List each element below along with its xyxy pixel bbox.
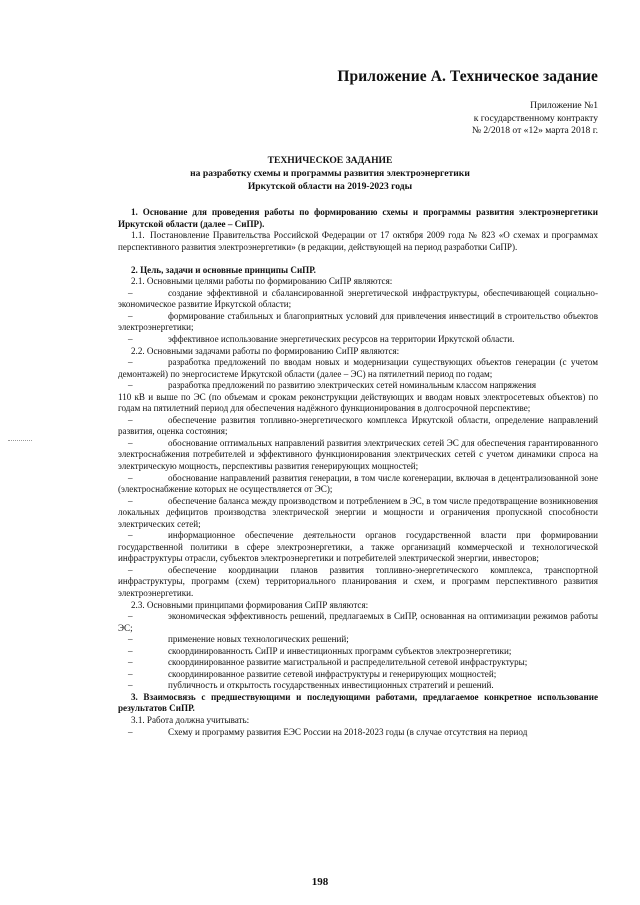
list-item-text: обоснование направлений развития генерации, в том числе когенерации, включая в децентрализованной зоне (электроснабжение которых не осуществляется от ЭС); bbox=[118, 472, 598, 495]
list-item bbox=[118, 380, 598, 392]
list-item bbox=[118, 634, 598, 646]
list-item-text: эффективное использование энергетических ресурсов на территории Иркутской области. bbox=[168, 333, 515, 344]
paragraph-2-1: 2.1. Основными целями работы по формированию СиПР являются: bbox=[131, 276, 393, 287]
dash-marker: – bbox=[128, 310, 133, 321]
dash-marker: – bbox=[128, 414, 133, 425]
list-item bbox=[118, 611, 598, 634]
dash-marker: – bbox=[128, 357, 133, 368]
list-item bbox=[118, 657, 598, 669]
list-item bbox=[118, 669, 598, 681]
heading-line: Иркутской области на 2019-2023 годы bbox=[247, 181, 413, 192]
dash-marker: – bbox=[128, 495, 133, 506]
scan-artifact bbox=[8, 440, 32, 442]
list-item-text: Схему и программу развития ЕЭС России на 2018-2023 годы (в случае отсутствия на период bbox=[168, 726, 528, 737]
list-item bbox=[118, 473, 598, 496]
list-item bbox=[118, 646, 598, 658]
paragraph-3-1: 3.1. Работа должна учитывать: bbox=[131, 715, 250, 726]
list-item-text: обеспечение развития топливно-энергетического комплекса Иркутской области, определение направлений развития, оценка состояния; bbox=[118, 414, 598, 437]
dash-marker: – bbox=[128, 611, 133, 622]
dash-marker: – bbox=[128, 645, 133, 656]
section-1-title: 1. Основание для проведения работы по формированию схемы и программы развития электроэнергетики Иркутской области (далее – СиПР). bbox=[118, 207, 598, 229]
document-heading bbox=[120, 154, 540, 193]
paragraph-2-2: 2.2. Основными задачами работы по формированию СиПР являются: bbox=[131, 345, 400, 356]
dash-marker: – bbox=[128, 380, 133, 391]
contract-ref-line: № 2/2018 от «12» марта 2018 г. bbox=[471, 125, 598, 136]
list-item bbox=[118, 680, 598, 692]
section-2-title: 2. Цель, задачи и основные принципы СиПР. bbox=[131, 264, 316, 275]
dash-marker: – bbox=[128, 530, 133, 541]
dash-marker: – bbox=[128, 472, 133, 483]
list-item-text: обеспечение баланса между производством и потреблением в ЭС, в том числе предотвращение возникновения локальных дефицитов производства электрической энергии и мощности и ограничения пропускной способности электрических сетей; bbox=[118, 495, 598, 529]
list-item bbox=[118, 415, 598, 438]
paragraph-number: 1.1. bbox=[131, 230, 145, 241]
list-item bbox=[118, 496, 598, 531]
list-item bbox=[118, 288, 598, 311]
dash-marker: – bbox=[128, 564, 133, 575]
list-item-text: формирование стабильных и благоприятных условий для привлечения инвестиций в строительство объектов электроэнергетики; bbox=[118, 310, 598, 333]
contract-ref-line: Приложение №1 bbox=[530, 100, 598, 111]
section-3-title: 3. Взаимосвязь с предшествующими и последующими работами, предлагаемое конкретное использование результатов СиПР. bbox=[118, 691, 598, 714]
dash-marker: – bbox=[128, 437, 133, 448]
contract-reference bbox=[472, 100, 598, 138]
contract-ref-line: к государственному контракту bbox=[473, 112, 598, 124]
paragraph-text: Постановление Правительства Российской Федерации от 17 октября 2009 года № 823 «О схемах и программах перспективного развития электроэнергетики» (в редакции, действующей на период разработки СиПР). bbox=[118, 230, 598, 252]
list-item-text: создание эффективной и сбалансированной энергетической инфраструктуры, обеспечивающей социально-экономическое развитие Иркутской области; bbox=[118, 287, 598, 310]
list-item-text: экономическая эффективность решений, предлагаемых в СиПР, основанная на оптимизации режимов работы ЭС; bbox=[118, 611, 598, 633]
list-item-continuation: 110 кВ и выше по ЭС (по объемам и срокам реконструкции действующих и вводам новых электросетевых объектов) по годам на пятилетний период для обеспечения надёжного функционирования в долгосрочной перспективе; bbox=[118, 391, 598, 414]
list-item-text: обоснование оптимальных направлений развития электрических сетей ЭС для обеспечения гарантированного электроснабжения потребителей и эффективного функционирования электрических сетей с учетом динамики спроса на электрическую мощность, перспективы развития генерирующих мощностей; bbox=[118, 437, 598, 471]
list-item bbox=[118, 565, 598, 600]
heading-line: ТЕХНИЧЕСКОЕ ЗАДАНИЕ bbox=[267, 155, 393, 166]
paragraph-1-1 bbox=[118, 230, 598, 253]
document-body bbox=[118, 207, 598, 738]
dash-marker: – bbox=[128, 287, 133, 298]
dash-marker: – bbox=[128, 634, 133, 645]
list-item-text: разработка предложений по вводам новых и модернизации существующих объектов генерации (с учетом демонтажей) по энергосистеме Иркутской области (далее – ЭС) на пятилетний период по годам; bbox=[118, 357, 598, 379]
page-number: 198 bbox=[311, 876, 329, 888]
list-item-text: применение новых технологических решений; bbox=[168, 634, 349, 645]
dash-marker: – bbox=[128, 726, 133, 737]
heading-line: на разработку схемы и программы развития электроэнергетики bbox=[190, 168, 470, 179]
list-item-text: информационное обеспечение деятельности органов государственной власти при формировании государственной политики в сфере электроэнергетики, а также организаций коммерческой и технологической инфраструктуры отрасли, субъектов электроэнергетики и потребителей электрической энергии, инвесторов; bbox=[118, 530, 598, 564]
list-item-text: публичность и открытость государственных инвестиционных стратегий и решений. bbox=[168, 680, 494, 691]
list-item bbox=[118, 334, 598, 346]
list-item-text: разработка предложений по развитию электрических сетей номинальным классом напряжения bbox=[168, 380, 537, 391]
appendix-title: Приложение А. Техническое задание bbox=[337, 68, 598, 85]
list-item-text: скоординированное развитие сетевой инфраструктуры и генерирующих мощностей; bbox=[168, 668, 497, 679]
list-item bbox=[118, 727, 598, 739]
dash-marker: – bbox=[128, 657, 133, 668]
list-item bbox=[118, 357, 598, 380]
list-item-text: обеспечение координации планов развития топливно-энергетического комплекса, транспортной инфраструктуры, программ (схем) территориального планирования и схем, и программ перспективного развития электроэнергетики. bbox=[118, 564, 598, 598]
dash-marker: – bbox=[128, 333, 133, 344]
paragraph-2-3: 2.3. Основными принципами формирования СиПР являются: bbox=[131, 599, 369, 610]
list-item bbox=[118, 530, 598, 565]
list-item-text: скоординированность СиПР и инвестиционных программ субъектов электроэнергетики; bbox=[168, 645, 512, 656]
dash-marker: – bbox=[128, 668, 133, 679]
list-item bbox=[118, 311, 598, 334]
list-item bbox=[118, 438, 598, 473]
dash-marker: – bbox=[128, 680, 133, 691]
list-item-text: скоординированное развитие магистральной и распределительной сетевой инфраструктуры; bbox=[168, 657, 528, 668]
